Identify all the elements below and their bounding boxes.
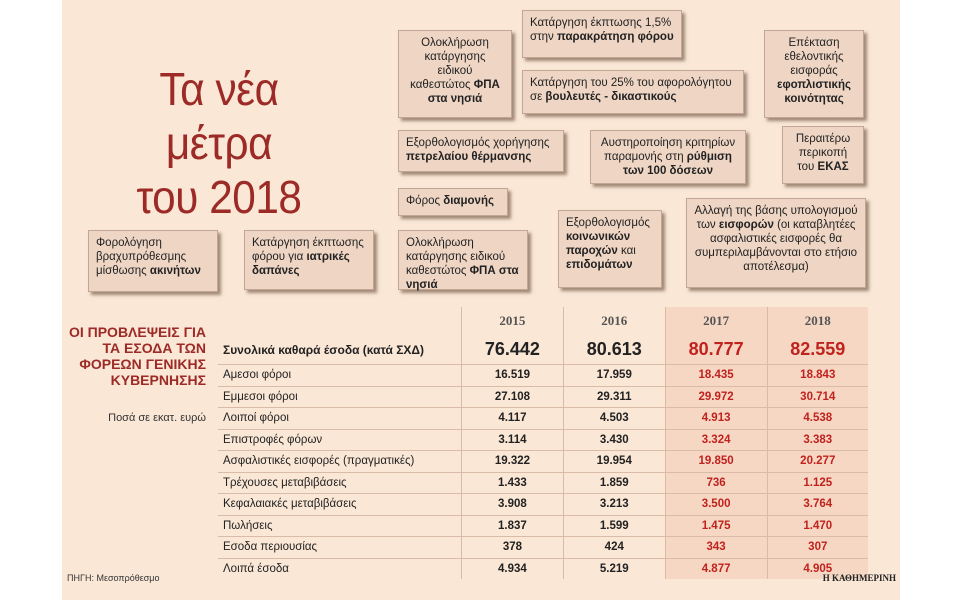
measure-box-4: Επέκταση εθελοντικής εισφοράς εφοπλιστικής κοινότητας [764,30,864,118]
value-cell: 4.538 [767,408,868,430]
value-cell: 19.850 [665,451,767,473]
value-cell: 4.877 [665,558,767,579]
measure-box-12: Εξορθολογισμός κοινωνικών παροχών και επιδομάτων [558,210,662,288]
row-label: Τρέχουσες μεταβιβάσεις [218,472,462,494]
value-cell: 18.843 [767,365,868,387]
value-cell: 3.764 [767,494,868,516]
value-cell: 82.559 [767,335,868,365]
measure-box-6: Αυστηροποίηση κριτηρίων παραμονής στη ρύθμιση των 100 δόσεων [590,130,746,184]
value-cell: 3.114 [462,429,564,451]
value-cell: 4.905 [767,558,868,579]
row-label: Συνολικά καθαρά έσοδα (κατά ΣΧΔ) [223,342,425,357]
value-cell: 307 [767,537,868,559]
value-cell: 30.714 [767,386,868,408]
value-cell: 378 [462,537,564,559]
value-cell: 1.599 [563,515,665,537]
value-cell: 18.435 [665,365,767,387]
value-cell: 5.219 [563,558,665,579]
row-label: Επιστροφές φόρων [218,429,462,451]
year-header: 2016 [563,307,665,335]
year-header: 2017 [665,307,767,335]
table-row [218,429,868,451]
table-header-row [218,307,868,335]
value-cell: 343 [665,537,767,559]
year-header: 2015 [462,307,564,335]
value-cell: 1.837 [462,515,564,537]
table-row [218,558,868,579]
value-cell: 27.108 [462,386,564,408]
measure-box-1: Ολοκλήρωση κατάργησης ειδικού καθεστώτος ΦΠΑ στα νησιά [398,30,512,118]
measure-box-13: Αλλαγή της βάσης υπολογισμού των εισφορών (οι καταβλητέες ασφαλιστικές εισφορές θα συμπεριλαμβάνονται στο ετήσιο αποτέλεσμα) [686,198,866,288]
value-cell: 17.959 [563,365,665,387]
value-cell: 19.322 [462,451,564,473]
value-cell: 3.213 [563,494,665,516]
row-label: Αμεσοι φόροι [218,365,462,387]
table-row [218,515,868,537]
measure-box-9: Φορολόγηση βραχυπρόθεσμης μίσθωσης ακινήτων [88,230,218,292]
source-note: ΠΗΓΗ: Μεσοπρόθεσμο [67,573,160,583]
value-cell: 80.777 [665,335,767,365]
value-cell: 76.442 [462,335,564,365]
measure-box-2: Κατάργηση έκπτωσης 1,5% στην παρακράτηση φόρου [522,10,682,58]
value-cell: 20.277 [767,451,868,473]
measure-box-8: Φόρος διαμονής [398,188,508,216]
measure-box-5: Εξορθολογισμός χορήγησης πετρελαίου θέρμανσης [398,130,564,172]
value-cell: 4.503 [563,408,665,430]
row-label: Ασφαλιστικές εισφορές (πραγματικές) [218,451,462,473]
value-cell: 424 [563,537,665,559]
title-line-1: Τα νέα μέτρα [159,63,279,169]
value-cell: 29.311 [563,386,665,408]
value-cell: 1.475 [665,515,767,537]
value-cell: 4.117 [462,408,564,430]
measure-box-7: Περαιτέρω περικοπή του ΕΚΑΣ [782,126,864,184]
table-row [218,365,868,387]
value-cell: 1.859 [563,472,665,494]
value-cell: 1.433 [462,472,564,494]
value-cell: 4.913 [665,408,767,430]
table-row [218,472,868,494]
value-cell: 16.519 [462,365,564,387]
value-cell: 1.125 [767,472,868,494]
year-header: 2018 [767,307,868,335]
title-line-2: του 2018 [136,171,302,223]
value-cell: 80.613 [563,335,665,365]
value-cell: 1.470 [767,515,868,537]
value-cell: 19.954 [563,451,665,473]
row-label: Εμμεσοι φόροι [218,386,462,408]
row-label: Κεφαλαιακές μεταβιβάσεις [218,494,462,516]
table-row [218,408,868,430]
measure-box-3: Κατάργηση του 25% του αφορολόγητου σε βουλευτές - δικαστικούς [522,70,744,114]
table-row [218,451,868,473]
table-total-row [218,335,868,365]
page-title [104,62,334,224]
publisher-logo: Η ΚΑΘΗΜΕΡΙΝΗ [822,573,896,583]
value-cell: 736 [665,472,767,494]
row-label: Εσοδα περιουσίας [218,537,462,559]
row-label: Λοιποί φόροι [218,408,462,430]
value-cell: 3.383 [767,429,868,451]
value-cell: 3.430 [563,429,665,451]
row-label: Πωλήσεις [218,515,462,537]
table-row [218,537,868,559]
value-cell: 4.934 [462,558,564,579]
unit-note: Ποσά σε εκατ. ευρώ [108,412,206,424]
measure-box-10: Κατάργηση έκπτωσης φόρου για ιατρικές δαπάνες [244,230,374,290]
measure-box-11: Ολοκλήρωση κατάργησης ειδικού καθεστώτος ΦΠΑ στα νησιά [398,230,528,290]
value-cell: 3.500 [665,494,767,516]
value-cell: 3.908 [462,494,564,516]
value-cell: 3.324 [665,429,767,451]
value-cell: 29.972 [665,386,767,408]
table-row [218,494,868,516]
row-label: Λοιπά έσοδα [218,558,462,579]
forecast-heading: ΟΙ ΠΡΟΒΛΕΨΕΙΣ ΓΙΑ ΤΑ ΕΣΟΔΑ ΤΩΝ ΦΟΡΕΩΝ ΓΕΝΙΚΗΣ ΚΥΒΕΡΝΗΣΗΣ [68,324,206,388]
revenue-table [218,307,868,579]
table-row [218,386,868,408]
